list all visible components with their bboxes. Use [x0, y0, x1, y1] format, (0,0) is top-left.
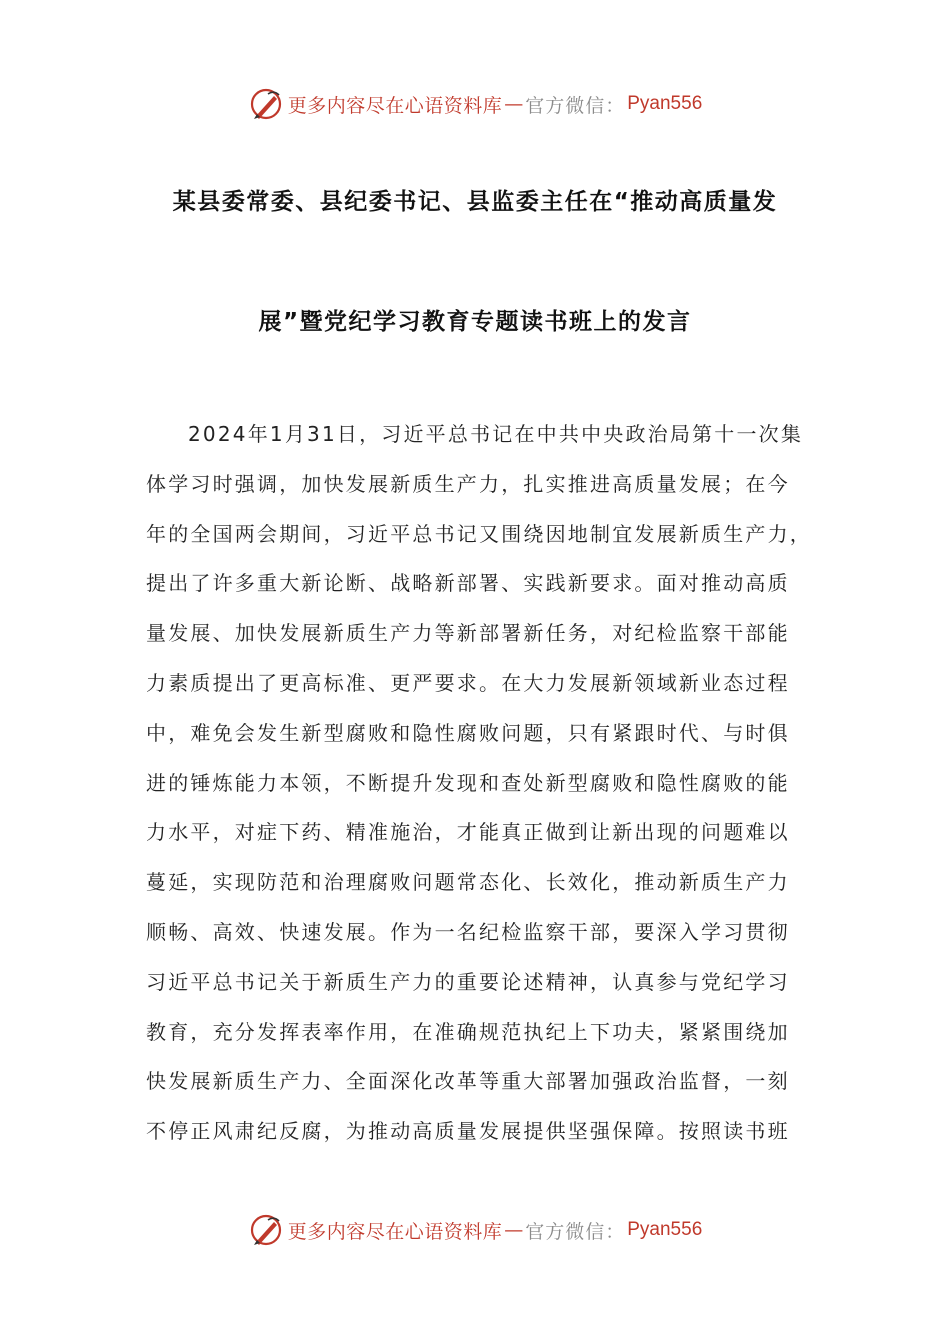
watermark-dash: —	[504, 1219, 524, 1241]
header-watermark	[0, 84, 950, 124]
watermark-brand: 更多内容尽在心语资料库	[287, 94, 503, 117]
watermark-dash: —	[504, 93, 524, 115]
body-line: 提出了许多重大新论断、战略新部署、实践新要求。面对推动高质	[146, 571, 790, 596]
body-line: 顺畅、高效、快速发展。作为一名纪检监察干部，要深入学习贯彻	[146, 919, 790, 944]
body-line: 习近平总书记关于新质生产力的重要论述精神，认真参与党纪学习	[146, 969, 790, 994]
document-title-line-2: 展”暨党纪学习教育专题读书班上的发言	[258, 309, 692, 335]
watermark-brand: 更多内容尽在心语资料库	[287, 1220, 503, 1243]
body-line: 力水平，对症下药、精准施治，才能真正做到让新出现的问题难以	[146, 820, 790, 845]
watermark-wechat-label: 官方微信：	[525, 1220, 626, 1243]
body-line: 快发展新质生产力、全面深化改革等重大部署加强政治监督，一刻	[146, 1069, 790, 1094]
watermark-wechat-label: 官方微信：	[525, 94, 626, 117]
footer-watermark	[0, 1210, 950, 1250]
body-line: 不停正风肃纪反腐，为推动高质量发展提供坚强保障。按照读书班	[146, 1119, 790, 1144]
body-line: 蔓延，实现防范和治理腐败问题常态化、长效化，推动新质生产力	[146, 870, 790, 895]
document-title-line-1: 某县委常委、县纪委书记、县监委主任在“推动高质量发	[172, 189, 778, 215]
body-line: 2024年1月31日，习近平总书记在中共中央政治局第十一次集	[188, 422, 804, 446]
body-line: 体学习时强调，加快发展新质生产力，扎实推进高质量发展；在今	[146, 471, 790, 496]
body-line: 年的全国两会期间，习近平总书记又围绕因地制宜发展新质生产力，	[146, 521, 812, 546]
watermark-wechat-id: Pyan556	[627, 1219, 703, 1240]
body-line: 进的锤炼能力本领，不断提升发现和查处新型腐败和隐性腐败的能	[146, 770, 790, 795]
watermark-wechat-id: Pyan556	[627, 93, 703, 114]
body-paragraph	[146, 410, 812, 1157]
pen-logo-icon	[248, 1212, 284, 1248]
pen-logo-icon	[248, 86, 284, 122]
body-line: 量发展、加快发展新质生产力等新部署新任务，对纪检监察干部能	[146, 621, 790, 646]
body-line: 教育，充分发挥表率作用，在准确规范执纪上下功夫，紧紧围绕加	[146, 1019, 790, 1044]
body-line: 中，难免会发生新型腐败和隐性腐败问题，只有紧跟时代、与时俱	[146, 720, 790, 745]
body-line: 力素质提出了更高标准、更严要求。在大力发展新领域新业态过程	[146, 670, 790, 695]
